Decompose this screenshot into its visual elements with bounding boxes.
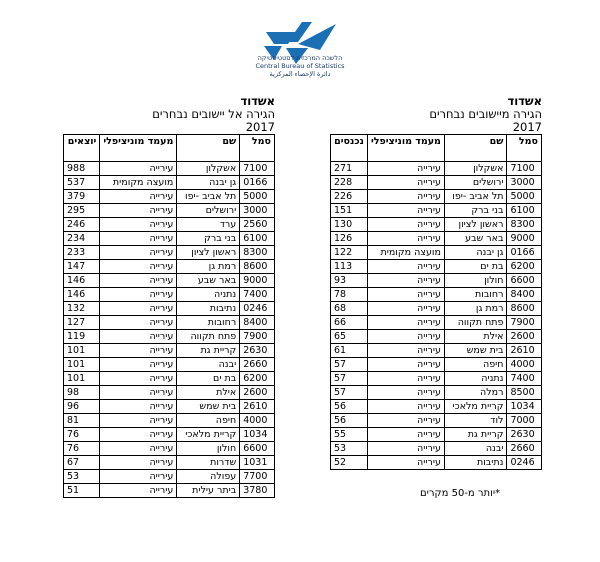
- table-row: [331, 386, 542, 400]
- cell-code: 3780: [240, 484, 275, 498]
- cell-count: 68: [331, 302, 368, 316]
- cell-code: 9000: [507, 232, 542, 246]
- cell-code: 2600: [507, 330, 542, 344]
- cell-count: 67: [64, 456, 100, 470]
- cell-name: יבנה: [177, 358, 240, 372]
- left-table-block: [63, 95, 275, 498]
- right-table-year: 2017: [512, 120, 542, 134]
- cell-code: 2630: [507, 428, 542, 442]
- cell-municipal-status: עירייה: [100, 274, 177, 288]
- cell-code: 0246: [240, 302, 275, 316]
- cell-name: ראשון לציון: [444, 218, 507, 232]
- cell-code: 8500: [507, 386, 542, 400]
- cell-code: 8600: [507, 302, 542, 316]
- cell-count: 122: [331, 246, 368, 260]
- cell-count: 233: [64, 246, 100, 260]
- cell-count: 101: [64, 358, 100, 372]
- cell-municipal-status: עירייה: [367, 400, 444, 414]
- cell-municipal-status: עירייה: [367, 386, 444, 400]
- cell-name: בני ברק: [177, 232, 240, 246]
- cell-name: גן יבנה: [444, 246, 507, 260]
- cell-municipal-status: עירייה: [100, 330, 177, 344]
- header-outgoing: יוצאים: [64, 135, 100, 162]
- header-name: שם: [444, 135, 507, 162]
- table-row: [64, 302, 275, 316]
- cell-municipal-status: עירייה: [100, 288, 177, 302]
- cell-code: 4000: [507, 358, 542, 372]
- table-row: [64, 330, 275, 344]
- cell-code: 2560: [240, 218, 275, 232]
- cell-count: 65: [331, 330, 368, 344]
- cell-count: 93: [331, 274, 368, 288]
- cell-municipal-status: עירייה: [100, 358, 177, 372]
- cell-name: רמת גן: [177, 260, 240, 274]
- cell-name: אילת: [177, 386, 240, 400]
- cell-municipal-status: עירייה: [100, 428, 177, 442]
- cell-municipal-status: עירייה: [100, 414, 177, 428]
- table-row: [64, 162, 275, 176]
- table-row: [64, 456, 275, 470]
- cell-name: ירושלים: [444, 176, 507, 190]
- cell-code: 7900: [507, 316, 542, 330]
- cell-code: 7900: [240, 330, 275, 344]
- right-table-header-row: [331, 135, 542, 162]
- cell-name: ביתר עילית: [177, 484, 240, 498]
- cell-count: 76: [64, 442, 100, 456]
- table-row: [64, 400, 275, 414]
- cell-count: 57: [331, 358, 368, 372]
- table-row: [331, 302, 542, 316]
- cell-name: פתח תקווה: [177, 330, 240, 344]
- cell-code: 3000: [240, 204, 275, 218]
- cell-municipal-status: עירייה: [100, 218, 177, 232]
- cell-count: 101: [64, 372, 100, 386]
- cell-code: 0166: [507, 246, 542, 260]
- cell-name: תל אביב -יפו: [177, 190, 240, 204]
- cell-code: 8300: [507, 218, 542, 232]
- right-table-title: אשדוד: [507, 94, 542, 108]
- left-table-subtitle: הגירה אל יישובים נבחרים: [152, 107, 275, 121]
- header-name: שם: [177, 135, 240, 162]
- left-table-header: [63, 95, 275, 134]
- table-row: [64, 470, 275, 484]
- cell-code: 6100: [507, 204, 542, 218]
- cell-name: רחובות: [444, 288, 507, 302]
- cell-code: 2610: [507, 344, 542, 358]
- cell-municipal-status: עירייה: [367, 414, 444, 428]
- right-table-header: [330, 95, 542, 134]
- table-row: [64, 442, 275, 456]
- cell-name: באר שבע: [177, 274, 240, 288]
- cell-code: 6200: [240, 372, 275, 386]
- cell-count: 271: [331, 162, 368, 176]
- cell-count: 234: [64, 232, 100, 246]
- cell-name: חיפה: [177, 414, 240, 428]
- cell-municipal-status: עירייה: [367, 428, 444, 442]
- cell-name: לוד: [444, 414, 507, 428]
- cell-municipal-status: עירייה: [100, 232, 177, 246]
- cell-count: 295: [64, 204, 100, 218]
- cell-count: 81: [64, 414, 100, 428]
- table-row: [331, 190, 542, 204]
- cell-count: 52: [331, 456, 368, 470]
- table-row: [331, 344, 542, 358]
- table-row: [331, 176, 542, 190]
- cell-code: 3000: [507, 176, 542, 190]
- cell-name: בת ים: [444, 260, 507, 274]
- cell-count: 56: [331, 400, 368, 414]
- table-row: [331, 260, 542, 274]
- cell-code: 7700: [240, 470, 275, 484]
- table-row: [331, 204, 542, 218]
- cell-name: אילת: [444, 330, 507, 344]
- logo-caption: [230, 54, 370, 78]
- table-row: [331, 246, 542, 260]
- cell-count: 151: [331, 204, 368, 218]
- cell-count: 132: [64, 302, 100, 316]
- table-row: [331, 456, 542, 470]
- cell-name: רמלה: [444, 386, 507, 400]
- header-incoming: נכנסים: [331, 135, 368, 162]
- cell-name: פתח תקווה: [444, 316, 507, 330]
- table-row: [64, 386, 275, 400]
- cell-code: 2630: [240, 344, 275, 358]
- cell-name: קריית מלאכי: [444, 400, 507, 414]
- cell-code: 8400: [240, 316, 275, 330]
- cell-count: 57: [331, 372, 368, 386]
- cell-municipal-status: עירייה: [367, 358, 444, 372]
- cell-code: 6600: [507, 274, 542, 288]
- cell-municipal-status: עירייה: [100, 400, 177, 414]
- cell-code: 7100: [240, 162, 275, 176]
- cell-municipal-status: עירייה: [367, 162, 444, 176]
- table-row: [331, 428, 542, 442]
- header-municipal-status: מעמד מוניציפלי: [367, 135, 444, 162]
- cell-count: 96: [64, 400, 100, 414]
- cell-code: 7400: [240, 288, 275, 302]
- cell-code: 8400: [507, 288, 542, 302]
- cell-code: 9000: [240, 274, 275, 288]
- cell-municipal-status: עירייה: [100, 372, 177, 386]
- cell-name: תל אביב -יפו: [444, 190, 507, 204]
- cell-name: חיפה: [444, 358, 507, 372]
- cell-count: 126: [331, 232, 368, 246]
- cell-count: 51: [64, 484, 100, 498]
- cell-count: 76: [64, 428, 100, 442]
- table-row: [64, 372, 275, 386]
- right-table-subtitle: הגירה מיישובים נבחרים: [429, 107, 542, 121]
- table-row: [64, 190, 275, 204]
- cell-municipal-status: עירייה: [367, 288, 444, 302]
- table-row: [64, 274, 275, 288]
- cell-count: 147: [64, 260, 100, 274]
- cell-name: ערד: [177, 218, 240, 232]
- cell-municipal-status: עירייה: [100, 190, 177, 204]
- cell-municipal-status: עירייה: [367, 204, 444, 218]
- cell-code: 1034: [240, 428, 275, 442]
- table-row: [64, 288, 275, 302]
- logo-hebrew: הלשכה המרכזית לסטטיסטיקה: [257, 54, 343, 62]
- cell-municipal-status: מועצה מקומית: [100, 176, 177, 190]
- cell-code: 8300: [240, 246, 275, 260]
- cell-municipal-status: עירייה: [367, 330, 444, 344]
- cell-code: 8600: [240, 260, 275, 274]
- cell-name: בית שמש: [444, 344, 507, 358]
- cell-municipal-status: עירייה: [100, 344, 177, 358]
- cell-name: גן יבנה: [177, 176, 240, 190]
- cell-count: 246: [64, 218, 100, 232]
- cell-municipal-status: עירייה: [367, 274, 444, 288]
- left-table-title: אשדוד: [240, 94, 275, 108]
- cell-count: 119: [64, 330, 100, 344]
- cell-count: 226: [331, 190, 368, 204]
- cell-municipal-status: עירייה: [100, 302, 177, 316]
- table-row: [64, 414, 275, 428]
- cell-name: יבנה: [444, 442, 507, 456]
- table-row: [331, 442, 542, 456]
- header-code: סמל: [240, 135, 275, 162]
- cell-code: 2600: [240, 386, 275, 400]
- table-row: [64, 204, 275, 218]
- table-row: [331, 400, 542, 414]
- cell-name: אשקלון: [177, 162, 240, 176]
- cell-code: 5000: [507, 190, 542, 204]
- table-row: [331, 162, 542, 176]
- cell-municipal-status: עירייה: [367, 176, 444, 190]
- cell-name: קריית גת: [444, 428, 507, 442]
- table-row: [331, 288, 542, 302]
- cell-count: 66: [331, 316, 368, 330]
- cell-name: קריית גת: [177, 344, 240, 358]
- cell-code: 7000: [507, 414, 542, 428]
- cell-code: 7400: [507, 372, 542, 386]
- cell-code: 6100: [240, 232, 275, 246]
- table-row: [64, 232, 275, 246]
- cell-code: 4000: [240, 414, 275, 428]
- cell-code: 6600: [240, 442, 275, 456]
- cell-municipal-status: עירייה: [100, 470, 177, 484]
- right-table: [330, 134, 542, 470]
- cell-municipal-status: עירייה: [367, 344, 444, 358]
- table-row: [331, 232, 542, 246]
- cell-municipal-status: עירייה: [367, 190, 444, 204]
- cell-count: 127: [64, 316, 100, 330]
- left-table-header-row: [64, 135, 275, 162]
- cell-count: 78: [331, 288, 368, 302]
- table-row: [331, 372, 542, 386]
- table-row: [64, 358, 275, 372]
- table-row: [331, 274, 542, 288]
- cell-name: נתניה: [177, 288, 240, 302]
- logo-english: Central Bureau of Statistics: [255, 62, 345, 70]
- cell-code: 5000: [240, 190, 275, 204]
- cell-count: 130: [331, 218, 368, 232]
- cell-count: 379: [64, 190, 100, 204]
- cell-name: בני ברק: [444, 204, 507, 218]
- header-code: סמל: [507, 135, 542, 162]
- cell-count: 53: [64, 470, 100, 484]
- cell-municipal-status: עירייה: [367, 260, 444, 274]
- cell-count: 55: [331, 428, 368, 442]
- cell-name: חולון: [444, 274, 507, 288]
- cell-municipal-status: עירייה: [367, 442, 444, 456]
- table-row: [331, 414, 542, 428]
- cell-name: קריית מלאכי: [177, 428, 240, 442]
- cell-municipal-status: עירייה: [100, 246, 177, 260]
- cell-municipal-status: עירייה: [100, 204, 177, 218]
- table-row: [331, 316, 542, 330]
- footnote: *יותר מ-50 מקרים: [420, 488, 501, 499]
- cell-code: 1031: [240, 456, 275, 470]
- header-municipal-status: מעמד מוניציפלי: [100, 135, 177, 162]
- cell-municipal-status: עירייה: [367, 218, 444, 232]
- cell-code: 6200: [507, 260, 542, 274]
- cell-municipal-status: עירייה: [100, 484, 177, 498]
- cell-municipal-status: עירייה: [100, 316, 177, 330]
- left-table-year: 2017: [245, 120, 275, 134]
- table-row: [64, 260, 275, 274]
- table-row: [64, 316, 275, 330]
- cell-municipal-status: מועצה מקומית: [367, 246, 444, 260]
- left-table: [63, 134, 275, 498]
- cell-name: שדרות: [177, 456, 240, 470]
- cell-code: 0166: [240, 176, 275, 190]
- cell-count: 146: [64, 274, 100, 288]
- cell-count: 988: [64, 162, 100, 176]
- cell-count: 101: [64, 344, 100, 358]
- logo-arabic: دائرة الإحصاء المركزية: [269, 70, 331, 78]
- cell-municipal-status: עירייה: [367, 456, 444, 470]
- cell-count: 113: [331, 260, 368, 274]
- cell-count: 53: [331, 442, 368, 456]
- cell-name: רמת גן: [444, 302, 507, 316]
- cell-name: ירושלים: [177, 204, 240, 218]
- cell-code: 2610: [240, 400, 275, 414]
- cell-count: 61: [331, 344, 368, 358]
- cell-name: נתיבות: [177, 302, 240, 316]
- cell-count: 228: [331, 176, 368, 190]
- cell-name: באר שבע: [444, 232, 507, 246]
- cell-code: 2660: [507, 442, 542, 456]
- table-row: [64, 218, 275, 232]
- cell-name: חולון: [177, 442, 240, 456]
- cell-municipal-status: עירייה: [100, 386, 177, 400]
- cell-municipal-status: עירייה: [100, 162, 177, 176]
- cell-name: בת ים: [177, 372, 240, 386]
- cell-code: 1034: [507, 400, 542, 414]
- table-row: [331, 330, 542, 344]
- table-row: [64, 344, 275, 358]
- cell-municipal-status: עירייה: [367, 302, 444, 316]
- cell-municipal-status: עירייה: [367, 372, 444, 386]
- cell-name: רחובות: [177, 316, 240, 330]
- cell-municipal-status: עירייה: [367, 316, 444, 330]
- cell-count: 146: [64, 288, 100, 302]
- cell-name: בית שמש: [177, 400, 240, 414]
- cell-count: 537: [64, 176, 100, 190]
- table-row: [64, 484, 275, 498]
- right-table-block: [330, 95, 542, 470]
- table-row: [64, 246, 275, 260]
- cell-code: 2660: [240, 358, 275, 372]
- cell-name: עפולה: [177, 470, 240, 484]
- cell-count: 56: [331, 414, 368, 428]
- cell-count: 98: [64, 386, 100, 400]
- table-row: [64, 176, 275, 190]
- table-row: [331, 218, 542, 232]
- table-row: [331, 358, 542, 372]
- cell-name: ראשון לציון: [177, 246, 240, 260]
- cell-count: 57: [331, 386, 368, 400]
- cell-code: 0246: [507, 456, 542, 470]
- cell-municipal-status: עירייה: [100, 456, 177, 470]
- table-row: [64, 428, 275, 442]
- cell-municipal-status: עירייה: [100, 442, 177, 456]
- cell-code: 7100: [507, 162, 542, 176]
- cell-name: נתניה: [444, 372, 507, 386]
- cell-name: אשקלון: [444, 162, 507, 176]
- cell-municipal-status: עירייה: [100, 260, 177, 274]
- cell-municipal-status: עירייה: [367, 232, 444, 246]
- cell-name: נתיבות: [444, 456, 507, 470]
